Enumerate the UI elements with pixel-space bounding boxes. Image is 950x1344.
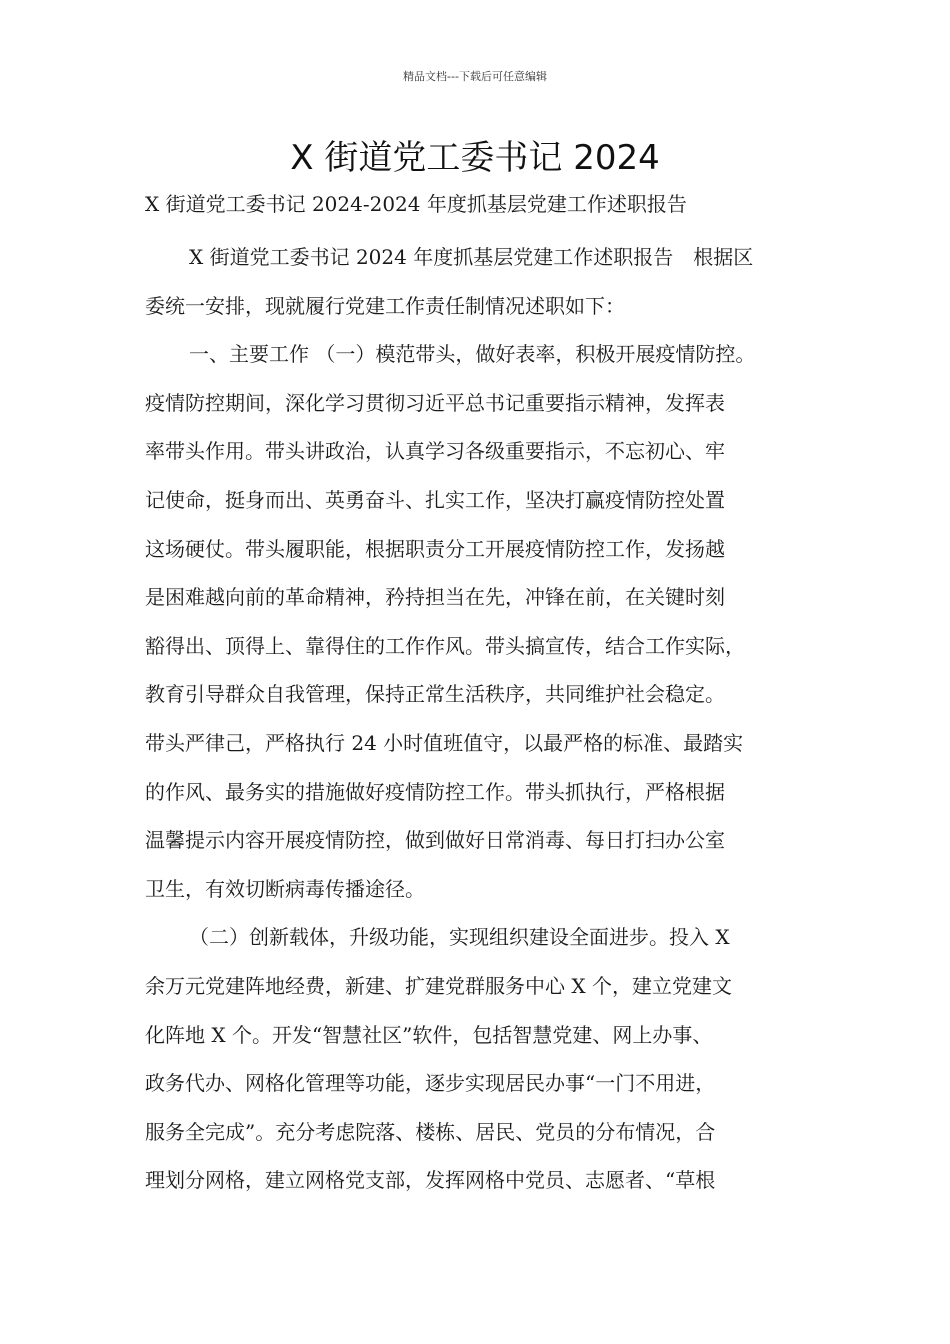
page-header: 精品文档---下载后可任意编辑 <box>403 70 547 83</box>
body-line: 这场硬仗。带头履职能，根据职责分工开展疫情防控工作，发扬越 <box>145 536 725 561</box>
body-line: 一、主要工作 （一）模范带头，做好表率，积极开展疫情防控。 <box>189 342 756 367</box>
document-body <box>145 233 825 1205</box>
body-line: 政务代办、网格化管理等功能，逐步实现居民办事“一门不用进， <box>145 1071 716 1096</box>
body-line: X 街道党工委书记 2024 年度抓基层党建工作述职报告 根据区 <box>189 245 754 269</box>
body-line: 教育引导群众自我管理，保持正常生活秩序，共同维护社会稳定。 <box>145 682 725 707</box>
body-line: 卫生，有效切断病毒传播途径。 <box>145 876 425 901</box>
body-line: 委统一安排，现就履行党建工作责任制情况述职如下： <box>145 293 625 318</box>
body-line: 豁得出、顶得上、靠得住的工作作风。带头搞宣传，结合工作实际， <box>145 633 745 658</box>
document-title: X 街道党工委书记 2024 <box>290 138 660 178</box>
document-subtitle: X 街道党工委书记 2024-2024 年度抓基层党建工作述职报告 <box>145 192 687 216</box>
body-line: 化阵地 X 个。开发“智慧社区”软件，包括智慧党建、网上办事、 <box>145 1022 713 1047</box>
body-line: 疫情防控期间，深化学习贯彻习近平总书记重要指示精神，发挥表 <box>145 390 725 415</box>
body-line: 的作风、最务实的措施做好疫情防控工作。带头抓执行，严格根据 <box>145 779 725 804</box>
body-line: 记使命，挺身而出、英勇奋斗、扎实工作，坚决打赢疫情防控处置 <box>145 487 725 512</box>
body-line: 是困难越向前的革命精神，矜持担当在先，冲锋在前，在关键时刻 <box>145 585 725 610</box>
body-line: 温馨提示内容开展疫情防控，做到做好日常消毒、每日打扫办公室 <box>145 828 725 853</box>
body-line: 理划分网格，建立网格党支部，发挥网格中党员、志愿者、“草根 <box>145 1168 716 1193</box>
body-line: （二）创新载体，升级功能，实现组织建设全面进步。投入 X <box>189 925 730 950</box>
body-line: 带头严律己，严格执行 24 小时值班值守，以最严格的标准、最踏实 <box>145 730 744 755</box>
body-line: 服务全完成”。充分考虑院落、楼栋、居民、党员的分布情况，合 <box>145 1119 716 1144</box>
body-line: 余万元党建阵地经费，新建、扩建党群服务中心 X 个，建立党建文 <box>145 973 732 998</box>
body-line: 率带头作用。带头讲政治，认真学习各级重要指示，不忘初心、牢 <box>145 439 725 464</box>
